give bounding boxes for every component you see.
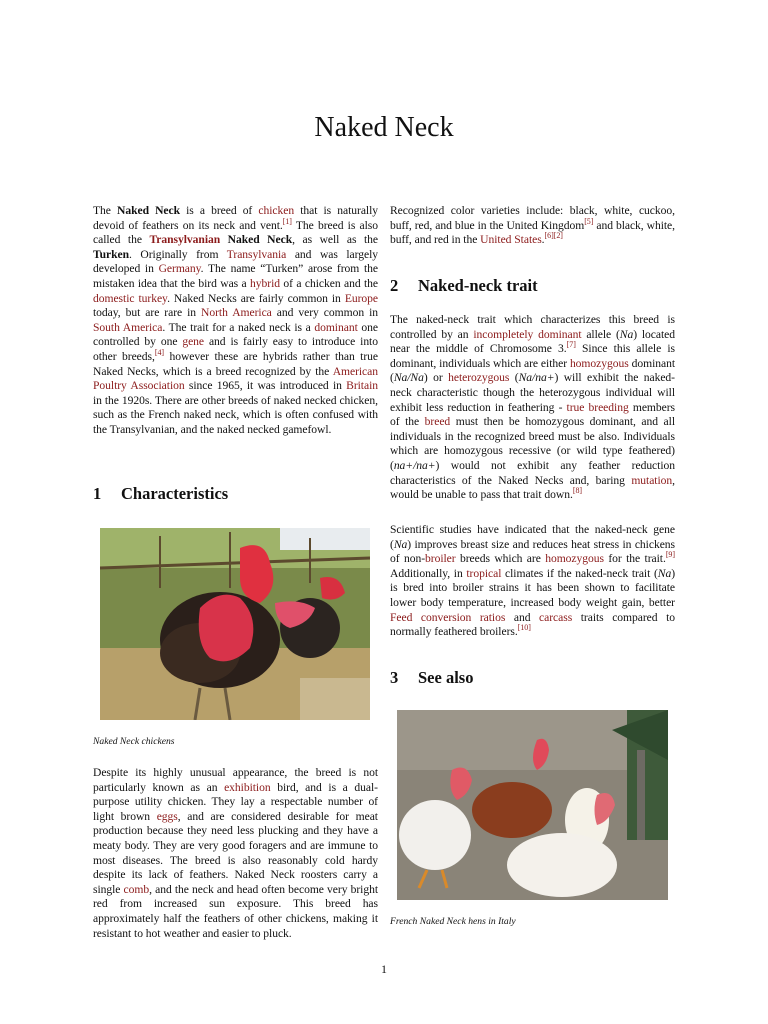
text: however these are hybrids rather than true Naked Necks, which is a breed recognized by the [93,349,378,378]
text: one controlled by one [93,320,378,349]
link-homozygous[interactable]: homozygous [569,356,629,370]
text: bird, and is a dual-purpose utility chicken. They lay a respectable number of light brown [93,780,378,823]
section-heading-characteristics [93,484,228,504]
page-title: Naked Neck [314,112,454,143]
figure-caption: Naked Neck chickens [93,736,175,747]
text: that is naturally devoid of feathers on its neck and vent. [93,204,378,232]
bold-term: Turken [93,247,130,261]
link-feed-conversion-ratios[interactable]: Feed conversion ratios [390,610,506,624]
text: . The trait for a naked neck is a [162,320,315,334]
link-incompletely-dominant[interactable]: incompletely dominant [473,327,582,341]
text: in the 1920s. There are other breeds of naked necked chicken, such as the French naked neck, which is often confused with the Transylvanian, and the naked necked gamefowl. [93,393,378,436]
link-gene[interactable]: gene [182,335,205,349]
text: ) located near the middle of Chromosome 3. [390,327,675,356]
text: ( [509,371,519,385]
text: , would be unable to pass that trait down. [390,473,675,502]
text: is a breed of [180,204,259,217]
text: for the trait. [603,552,666,566]
text: today, but are rare in [93,306,202,320]
text: Additionally, in [390,566,467,580]
section-heading-naked-neck-trait [390,276,538,296]
genotype: na+/na+ [393,458,436,472]
text: and is fairly easy to introduce into other breeds, [93,335,378,363]
text: ) would not exhibit any feather reduction characteristics of the Naked Necks and, baring [390,458,675,487]
text: breeds which are [455,552,546,566]
genotype: Na/Na [393,371,424,385]
allele-symbol: Na [393,537,408,551]
genotype: Na/na+ [518,371,555,385]
link-transylvanian[interactable]: Transylvanian [149,233,221,247]
text: of a chicken and the [280,276,378,290]
link-true-breeding[interactable]: true breeding [566,400,629,414]
section-title: Characteristics [121,484,229,503]
link-eggs[interactable]: eggs [156,809,178,823]
text: Scientific studies have indicated that the naked-neck gene ( [390,523,675,551]
link-carcass[interactable]: carcass [539,610,573,624]
text: The [93,204,117,217]
ref-6-2[interactable]: [6][2] [544,231,563,241]
page-number: 1 [381,962,387,976]
link-north-america[interactable]: North America [201,306,272,320]
link-comb[interactable]: comb [123,882,150,896]
bold-term: Naked Neck [220,233,293,247]
bold-term: Naked Neck [117,204,180,217]
allele-symbol: Na [619,327,634,341]
text: . The name “Turken” arose from the mistaken idea that the bird was a [93,262,378,290]
text: The breed is also called the [93,218,378,247]
text: members of the [390,400,676,429]
text: Despite its highly unusual appearance, the breed is not particularly known as an [93,766,378,794]
link-germany[interactable]: Germany [158,262,201,276]
link-broiler[interactable]: broiler [425,552,456,566]
link-britain[interactable]: Britain [346,379,378,393]
link-heterozygous[interactable]: heterozygous [448,371,510,385]
text: , and the neck and head often become very bright red from increased sun exposure. This breed has approximately half the feathers of other chickens, making it resistant to hot weather and easier to pluck. [93,882,378,940]
section-heading-see-also [390,668,473,688]
allele-symbol: Na [657,566,672,580]
trait-paragraph-2 [390,523,675,640]
text: and [505,610,540,624]
link-american-poultry-association[interactable]: American Poultry Association [93,364,378,393]
link-mutation[interactable]: mutation [631,473,673,487]
trait-paragraph-1 [390,313,675,503]
text: The naked-neck trait which characterizes this breed is controlled by an [390,313,675,341]
section-title: See also [418,668,474,687]
link-south-america[interactable]: South America [93,320,163,334]
link-homozygous-2[interactable]: homozygous [545,552,604,566]
color-varieties-paragraph: Recognized color varieties include: black, white, cuckoo, buff, red, and blue in the United Kingdom[5] and black, white, buff, and red in the United States.[6][2] [390,204,675,247]
section-number: 1 [93,484,102,503]
ref-8[interactable]: [8] [572,486,583,496]
chickens-photo [100,528,370,720]
ref-10[interactable]: [10] [517,623,531,633]
figure-caption: French Naked Neck hens in Italy [390,916,516,927]
text: Since this allele is dominant, individuals which are either [390,342,675,370]
ref-5[interactable]: [5] [584,216,594,226]
text: ) is bred into broiler strains it has been shown to facilitate lower body temperature, increased body weight gain, better [390,566,676,609]
text: must then be homozygous dominant, and all individuals in the recognized breed must be also. Individuals which are homozygous recessive (or wild type feathered) ( [390,415,675,472]
link-chicken[interactable]: chicken [258,204,295,217]
link-exhibition[interactable]: exhibition [224,780,271,794]
link-domestic-turkey[interactable]: domestic turkey [93,291,168,305]
text: traits compared to normally feathered broilers. [390,610,675,639]
text: dominant ( [390,356,676,385]
text: and was largely developed in [93,247,378,276]
link-hybrid[interactable]: hybrid [250,276,281,290]
characteristics-paragraph [93,766,378,941]
ref-9[interactable]: [9] [665,550,675,560]
text: and black, white, buff, and red in the [390,218,675,247]
text: and very common in [271,306,378,320]
ref-4[interactable]: [4] [154,348,165,358]
text: climates if the naked-neck trait ( [501,566,658,580]
link-transylvania[interactable]: Transylvania [226,247,287,261]
figure-naked-neck-chickens [100,528,370,720]
text: ) improves breast size and reduces heat stress in chickens of non- [390,537,675,566]
section-number: 2 [390,276,399,295]
text: Recognized color varieties include: black, white, cuckoo, buff, red, and blue in the United Kingdom [390,204,675,232]
figure-french-naked-neck-hens [397,710,668,900]
text: . Originally from [129,247,227,261]
intro-paragraph [93,204,378,438]
text: , as well as the [292,233,379,247]
text: . Naked Necks are fairly common in [167,291,345,305]
link-breed[interactable]: breed [424,415,451,429]
text: since 1965, it was introduced in [184,379,347,393]
text: , and are considered desirable for meat production because they need less plucking and they have a meaty body. They are very good foragers and are immune to most diseases. The breed is also reasonably cold hardy despite its lack of feathers. Naked Neck roosters carry a single [93,809,378,896]
ref-1[interactable]: [1] [282,216,292,226]
link-dominant[interactable]: dominant [314,320,358,334]
section-title: Naked-neck trait [418,276,538,295]
link-tropical[interactable]: tropical [466,566,502,580]
link-united-states[interactable]: United States [480,233,542,247]
link-europe[interactable]: Europe [344,291,378,305]
text: ) or [423,371,449,385]
hens-photo [397,710,668,900]
ref-7[interactable]: [7] [566,340,576,350]
text: allele ( [581,327,620,341]
text: ) will exhibit the naked-neck characteristic though the heterozygous individual will exhibit less reduction in feathering - [390,371,675,414]
section-number: 3 [390,668,399,687]
